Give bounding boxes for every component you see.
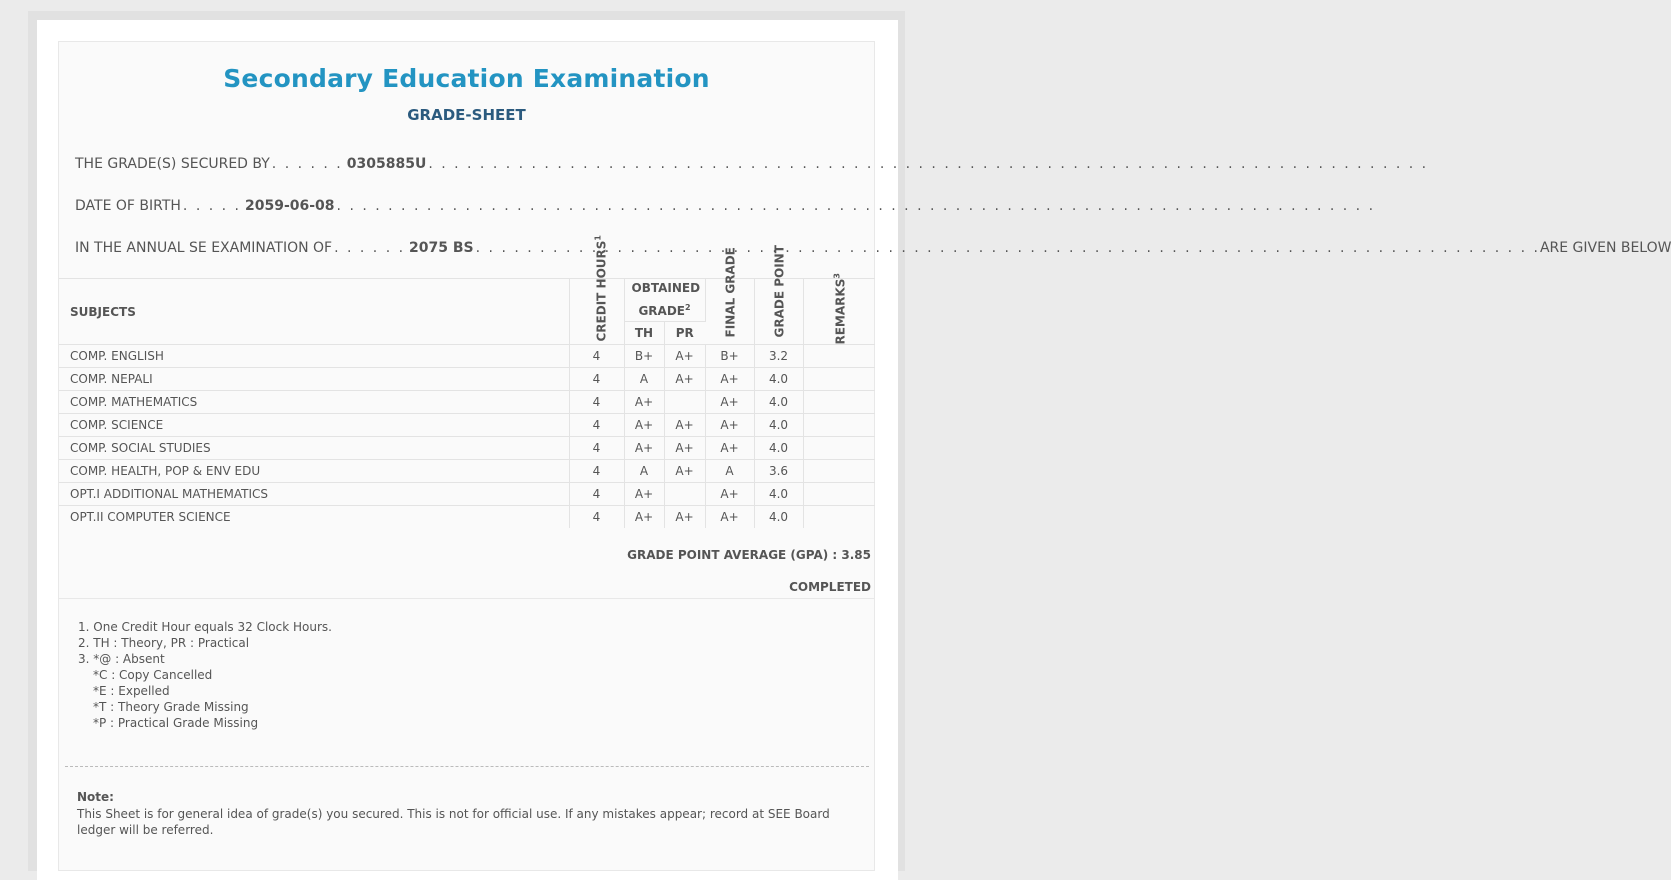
th-grade-cell: A+ — [624, 437, 664, 460]
note-title: Note: — [77, 790, 114, 804]
credit-cell: 4 — [569, 368, 624, 391]
footnote: *T : Theory Grade Missing — [93, 700, 249, 714]
footnote: 2. TH : Theory, PR : Practical — [78, 636, 250, 650]
th-grade-cell: A+ — [624, 506, 664, 529]
grade-point-cell: 4.0 — [754, 391, 803, 414]
table-row — [59, 483, 875, 506]
credit-cell: 4 — [569, 414, 624, 437]
credit-cell: 4 — [569, 345, 624, 368]
subject-cell: COMP. HEALTH, POP & ENV EDU — [59, 460, 569, 483]
grade-point-cell: 3.2 — [754, 345, 803, 368]
grade-point-cell: 4.0 — [754, 414, 803, 437]
footnote: *E : Expelled — [93, 684, 170, 698]
remarks-cell — [803, 506, 875, 529]
pr-grade-cell — [664, 483, 705, 506]
table-row — [59, 368, 875, 391]
header-grade-point: GRADE POINT — [754, 279, 803, 345]
final-grade-cell: A+ — [705, 506, 754, 529]
final-grade-cell: A+ — [705, 437, 754, 460]
subject-cell: COMP. MATHEMATICS — [59, 391, 569, 414]
header-th: TH — [624, 322, 664, 345]
subject-cell: OPT.II COMPUTER SCIENCE — [59, 506, 569, 529]
final-grade-cell: B+ — [705, 345, 754, 368]
secured-by-label: THE GRADE(S) SECURED BY — [75, 156, 270, 172]
table-row — [59, 414, 875, 437]
remarks-cell — [803, 460, 875, 483]
exam-title: Secondary Education Examination — [223, 64, 710, 93]
pr-grade-cell: A+ — [664, 368, 705, 391]
subject-cell: COMP. ENGLISH — [59, 345, 569, 368]
pr-grade-cell: A+ — [664, 345, 705, 368]
grade-point-cell: 4.0 — [754, 368, 803, 391]
header-final-grade: FINAL GRADE — [705, 279, 754, 345]
table-row — [59, 391, 875, 414]
grade-point-cell: 4.0 — [754, 437, 803, 460]
header-pr: PR — [664, 322, 705, 345]
dob-value: 2059-06-08 — [244, 198, 335, 214]
pr-grade-cell: A+ — [664, 460, 705, 483]
status-text: COMPLETED — [789, 580, 871, 594]
dob-line: DATE OF BIRTH . . . . . 2059-06-08 . . . . . . . . . . . . . . . . . . . . . . . . . . . . . . . . . . . . . . . . . . . . . . . . . . . . . . . . . . . . . . . . . . . . . . . . . . . . . . . . . — [75, 198, 1376, 214]
exam-year: 2075 BS — [409, 240, 474, 256]
credit-cell: 4 — [569, 460, 624, 483]
final-grade-cell: A+ — [705, 391, 754, 414]
final-grade-cell: A+ — [705, 368, 754, 391]
footnote: *P : Practical Grade Missing — [93, 716, 259, 730]
remarks-cell — [803, 391, 875, 414]
grade-point-cell: 3.6 — [754, 460, 803, 483]
gpa-line — [627, 548, 871, 562]
th-grade-cell: B+ — [624, 345, 664, 368]
dob-label: DATE OF BIRTH — [75, 198, 181, 214]
remarks-cell — [803, 414, 875, 437]
remarks-cell — [803, 437, 875, 460]
header-credit-hours: CREDIT HOURS$^1$ — [569, 279, 624, 345]
th-grade-cell: A+ — [624, 414, 664, 437]
header-subjects: SUBJECTS — [59, 279, 569, 345]
footnotes — [78, 619, 332, 731]
th-grade-cell: A — [624, 368, 664, 391]
table-row — [59, 345, 875, 368]
pr-grade-cell: A+ — [664, 414, 705, 437]
subject-cell: COMP. SCIENCE — [59, 414, 569, 437]
pr-grade-cell: A+ — [664, 506, 705, 529]
header-remarks: REMARKS$^3$ — [803, 279, 875, 345]
table-row — [59, 506, 875, 529]
grade-sheet-card — [58, 41, 1671, 871]
footnote: 3. *@ : Absent — [78, 652, 165, 666]
final-grade-cell: A+ — [705, 414, 754, 437]
final-grade-cell: A — [705, 460, 754, 483]
remarks-cell — [803, 368, 875, 391]
th-grade-cell: A+ — [624, 483, 664, 506]
remarks-cell — [803, 345, 875, 368]
note-text: This Sheet is for general idea of grade(s) you secured. This is not for official use. If any mistakes appear; record at SEE Board ledger will be referred. — [77, 807, 830, 837]
exam-line: IN THE ANNUAL SE EXAMINATION OF . . . . . . 2075 BS . . . . . . . . . . . . . . . . . . . . . . . . . . . . . . . . . . . . . . . . . . . . . . . . . . . . . . . . . . . . . . . . . . . . . . . . . . . . . . . . . . . ARE GIVEN BELOW — [75, 240, 1671, 256]
subject-cell: OPT.I ADDITIONAL MATHEMATICS — [59, 483, 569, 506]
footnote: 1. One Credit Hour equals 32 Clock Hours. — [78, 620, 332, 634]
th-grade-cell: A — [624, 460, 664, 483]
subject-cell: COMP. NEPALI — [59, 368, 569, 391]
sheet-subtitle: GRADE-SHEET — [407, 106, 526, 124]
symbol-number: 0305885U — [346, 156, 427, 172]
table-row — [59, 460, 875, 483]
final-grade-cell: A+ — [705, 483, 754, 506]
gpa-value: 3.85 — [841, 548, 871, 562]
exam-tail: ARE GIVEN BELOW — [1539, 240, 1671, 256]
pr-grade-cell: A+ — [664, 437, 705, 460]
footnote: *C : Copy Cancelled — [93, 668, 213, 682]
gpa-label: GRADE POINT AVERAGE (GPA) : — [627, 548, 838, 562]
remarks-cell — [803, 483, 875, 506]
credit-cell: 4 — [569, 483, 624, 506]
header-obtained-grade: OBTAINED GRADE$^2$ — [624, 279, 705, 322]
secured-by-line: THE GRADE(S) SECURED BY . . . . . . 0305885U . . . . . . . . . . . . . . . . . . . . . . . . . . . . . . . . . . . . . . . . . . . . . . . . . . . . . . . . . . . . . . . . . . . . . . . . . . . . . . — [75, 156, 1429, 172]
dashed-divider — [65, 766, 869, 767]
credit-cell: 4 — [569, 391, 624, 414]
subject-cell: COMP. SOCIAL STUDIES — [59, 437, 569, 460]
grade-point-cell: 4.0 — [754, 506, 803, 529]
divider — [59, 598, 875, 599]
credit-cell: 4 — [569, 506, 624, 529]
table-row — [59, 437, 875, 460]
exam-label: IN THE ANNUAL SE EXAMINATION OF — [75, 240, 333, 256]
th-grade-cell: A+ — [624, 391, 664, 414]
pr-grade-cell — [664, 391, 705, 414]
grade-point-cell: 4.0 — [754, 483, 803, 506]
credit-cell: 4 — [569, 437, 624, 460]
